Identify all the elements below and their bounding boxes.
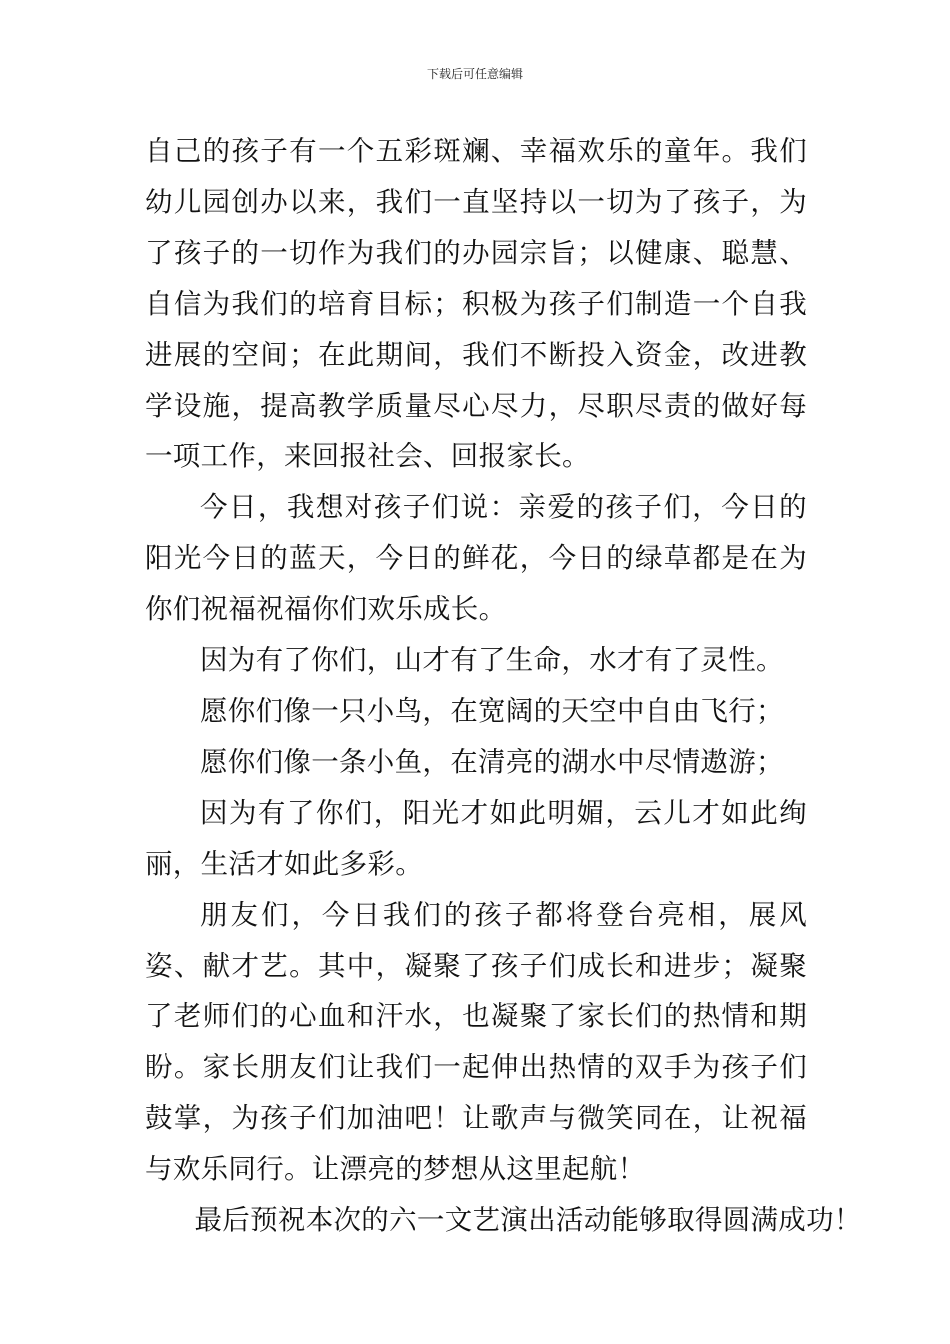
paragraph-8: 最后预祝本次的六一文艺演出活动能够取得圆满成功！: [194, 1204, 862, 1237]
paragraph-7: 朋友们，今日我们的孩子都将登台亮相，展风姿、献才艺。其中，凝聚了孩子们成长和进步；凝聚了老师们的心血和汗水，也凝聚了家长们的热情和期盼。家长朋友们让我们一起伸出热情的双手为孩子们鼓掌，为孩子们加油吧！让歌声与微笑同在，让祝福与欢乐同行。让漂亮的梦想从这里起航！: [145, 898, 807, 1186]
paragraph-2: 今日，我想对孩子们说：亲爱的孩子们，今日的阳光今日的蓝天，今日的鲜花，今日的绿草都是在为你们祝福祝福你们欢乐成长。: [145, 491, 807, 626]
paragraph-4: 愿你们像一只小鸟，在宽阔的天空中自由飞行；: [200, 694, 784, 727]
paragraph-6: 因为有了你们，阳光才如此明媚，云儿才如此绚丽，生活才如此多彩。: [145, 796, 807, 880]
page-header: 下载后可任意编辑: [426, 67, 523, 81]
paragraph-3: 因为有了你们，山才有了生命，水才有了灵性。: [200, 644, 784, 677]
paragraph-5: 愿你们像一条小鱼，在清亮的湖水中尽情遨游；: [200, 745, 784, 778]
document-body: [145, 126, 862, 1246]
paragraph-1: 自己的孩子有一个五彩斑斓、幸福欢乐的童年。我们幼儿园创办以来，我们一直坚持以一切为了孩子，为了孩子的一切作为我们的办园宗旨；以健康、聪慧、自信为我们的培育目标；积极为孩子们制造一个自我进展的空间；在此期间，我们不断投入资金，改进教学设施，提高教学质量尽心尽力，尽职尽责的做好每一项工作，来回报社会、回报家长。: [145, 135, 807, 473]
